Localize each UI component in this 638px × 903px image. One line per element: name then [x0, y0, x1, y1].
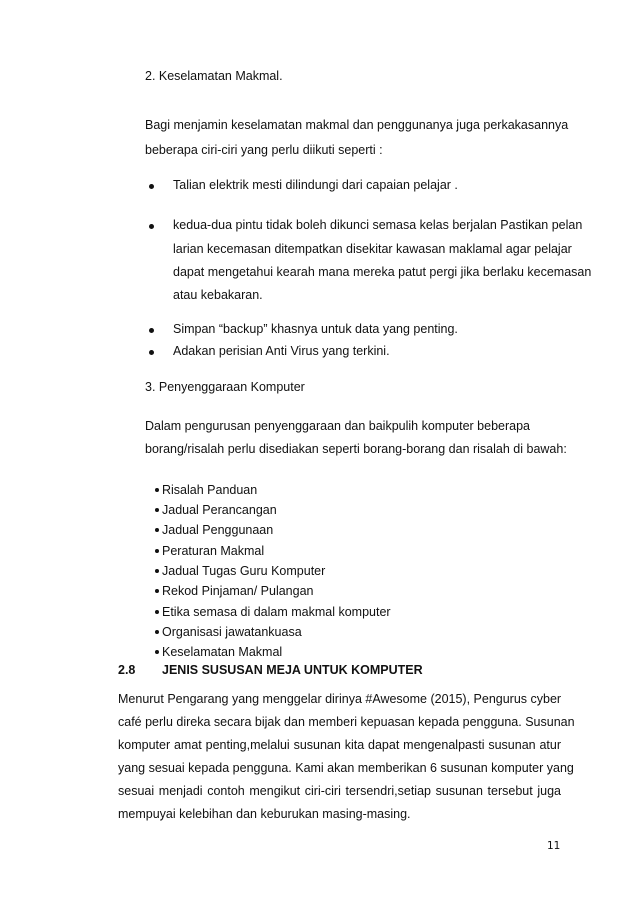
bullet-dot	[149, 224, 154, 229]
paragraph-line: café perlu direka secara bijak dan memberi kepuasan kepada pengguna. Susunan	[118, 715, 575, 729]
bullet-dot	[149, 328, 154, 333]
paragraph-line: komputer amat penting,melalui susunan kita dapat mengenalpasti susunan atur	[118, 738, 561, 752]
section-heading-penyenggaraan: 3. Penyenggaraan Komputer	[145, 380, 305, 394]
section-number: 2.8	[118, 663, 136, 677]
bullet-dot	[155, 528, 159, 532]
list-item: Risalah Panduan	[155, 483, 257, 498]
list-item: Rekod Pinjaman/ Pulangan	[155, 584, 314, 599]
section-heading-keselamatan: 2. Keselamatan Makmal.	[145, 69, 283, 83]
bullet-dot	[155, 488, 159, 492]
list-item: Simpan “backup” khasnya untuk data yang penting.	[173, 322, 458, 336]
paragraph-line: mempuyai kelebihan dan keburukan masing-masing.	[118, 807, 411, 821]
paragraph-line: sesuai menjadi contoh mengikut ciri-ciri tersendri,setiap susunan tersebut juga	[118, 784, 561, 798]
list-item: Talian elektrik mesti dilindungi dari capaian pelajar .	[173, 178, 458, 192]
list-item: kedua-dua pintu tidak boleh dikunci semasa kelas berjalan Pastikan pelan	[173, 218, 583, 232]
list-item: Adakan perisian Anti Virus yang terkini.	[173, 344, 390, 358]
paragraph-line: beberapa ciri-ciri yang perlu diikuti seperti :	[145, 143, 383, 157]
list-item-continuation: larian kecemasan ditempatkan disekitar kawasan maklamal agar pelajar	[173, 242, 572, 256]
list-item: Jadual Tugas Guru Komputer	[155, 564, 325, 579]
paragraph-line: Menurut Pengarang yang menggelar dirinya #Awesome (2015), Pengurus cyber	[118, 692, 562, 706]
list-item-continuation: atau kebakaran.	[173, 288, 263, 302]
bullet-dot	[155, 630, 159, 634]
bullet-dot	[155, 508, 159, 512]
bullet-dot	[149, 350, 154, 355]
page-number: 11	[547, 840, 561, 852]
paragraph-line: yang sesuai kepada pengguna. Kami akan memberikan 6 susunan komputer yang	[118, 761, 574, 775]
bullet-dot	[155, 650, 159, 654]
list-item: Jadual Penggunaan	[155, 523, 273, 538]
bullet-dot	[155, 569, 159, 573]
list-item: Etika semasa di dalam makmal komputer	[155, 605, 391, 620]
paragraph-line: Bagi menjamin keselamatan makmal dan penggunanya juga perkakasannya	[145, 118, 569, 132]
paragraph-line: borang/risalah perlu disediakan seperti borang-borang dan risalah di bawah:	[145, 442, 567, 456]
list-item: Organisasi jawatankuasa	[155, 625, 302, 640]
bullet-dot	[155, 610, 159, 614]
list-item-continuation: dapat mengetahui kearah mana mereka patut pergi jika berlaku kecemasan	[173, 265, 592, 279]
paragraph-line: Dalam pengurusan penyenggaraan dan baikpulih komputer beberapa	[145, 419, 530, 433]
list-item: Jadual Perancangan	[155, 503, 277, 518]
bullet-dot	[155, 549, 159, 553]
bullet-dot	[149, 184, 154, 189]
list-item: Keselamatan Makmal	[155, 645, 282, 660]
section-title: JENIS SUSUSAN MEJA UNTUK KOMPUTER	[162, 663, 423, 677]
bullet-dot	[155, 589, 159, 593]
list-item: Peraturan Makmal	[155, 544, 264, 559]
